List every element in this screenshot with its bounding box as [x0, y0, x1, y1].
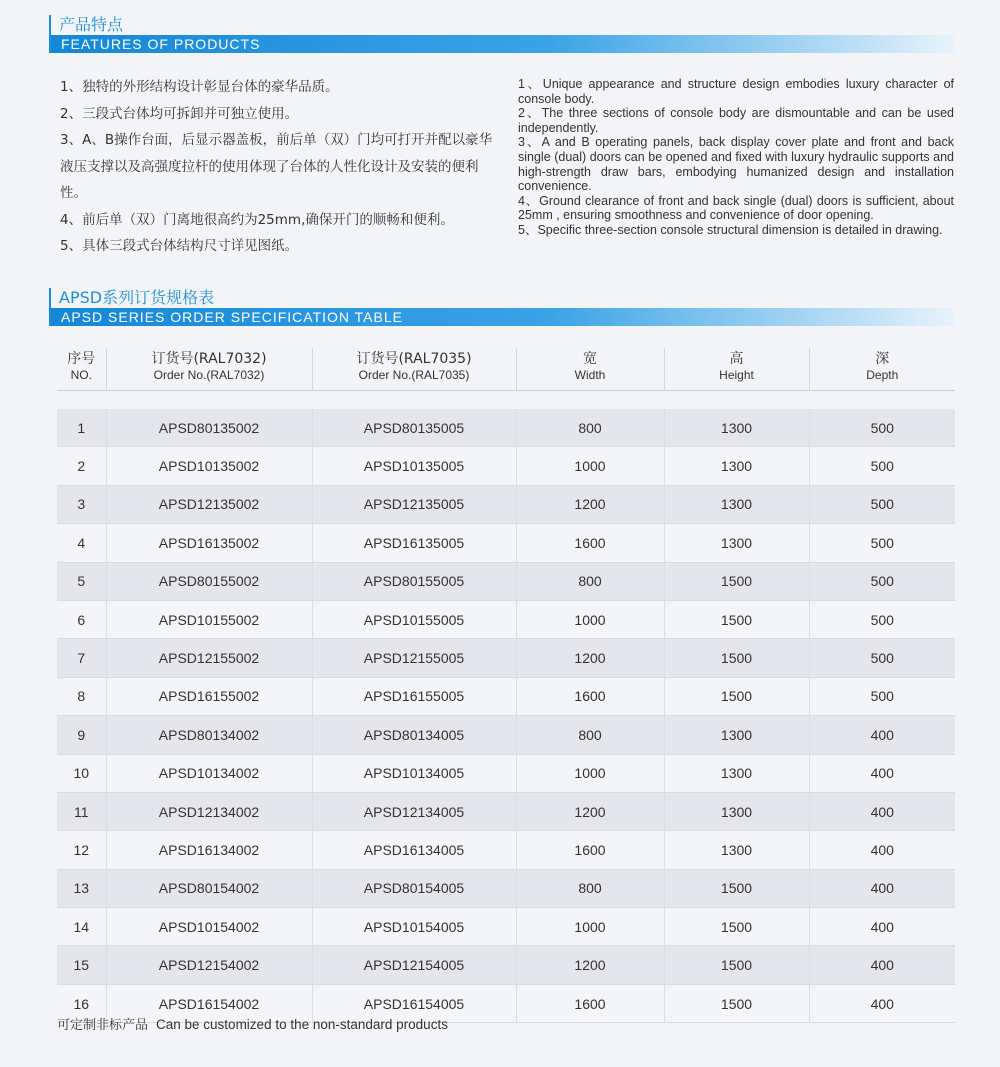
- cell-width: 1200: [516, 639, 664, 677]
- cell-order-ral7035: APSD80155005: [312, 562, 516, 600]
- cell-depth: 500: [809, 639, 955, 677]
- feature-cn-item: 2、三段式台体均可拆卸并可独立使用。: [60, 105, 299, 122]
- cell-order-ral7032: APSD12155002: [106, 639, 312, 677]
- features-list-en: [518, 77, 954, 238]
- cell-order-ral7032: APSD10135002: [106, 447, 312, 485]
- col-header-height-cn: 高: [664, 348, 809, 368]
- cell-depth: 400: [809, 831, 955, 869]
- features-title-cn: 产品特点: [49, 15, 954, 35]
- cell-no: 7: [57, 639, 106, 677]
- table-row: [57, 485, 955, 523]
- cell-order-ral7032: APSD16155002: [106, 677, 312, 715]
- cell-order-ral7035: APSD16154005: [312, 984, 516, 1022]
- col-header-order7035-cn: 订货号(RAL7035): [312, 348, 516, 368]
- table-row: [57, 754, 955, 792]
- cell-no: 13: [57, 869, 106, 907]
- cell-order-ral7035: APSD16135005: [312, 524, 516, 562]
- cell-no: 2: [57, 447, 106, 485]
- cell-no: 9: [57, 716, 106, 754]
- cell-height: 1500: [664, 908, 809, 946]
- cell-no: 12: [57, 831, 106, 869]
- cell-order-ral7032: APSD16135002: [106, 524, 312, 562]
- cell-no: 11: [57, 792, 106, 830]
- cell-width: 1600: [516, 524, 664, 562]
- spec-section-header: [49, 288, 954, 326]
- cell-order-ral7035: APSD80154005: [312, 869, 516, 907]
- cell-order-ral7032: APSD12135002: [106, 485, 312, 523]
- col-header-no-cn: 序号: [67, 351, 96, 367]
- feature-cn-item: 3、A、B操作台面，后显示器盖板，前后单（双）门均可打开并配以豪华液压支撑以及高强度拉杆的使用体现了台体的人性化设计及安装的便利性。: [60, 132, 493, 201]
- cell-no: 4: [57, 524, 106, 562]
- feature-cn-item: 4、前后单（双）门离地很高约为25mm,确保开门的顺畅和便利。: [60, 211, 454, 228]
- table-header-spacer: [57, 391, 955, 410]
- cell-width: 800: [516, 409, 664, 447]
- col-header-depth-en: Depth: [809, 368, 955, 391]
- features-title-en: FEATURES OF PRODUCTS: [49, 35, 954, 53]
- cell-no: 15: [57, 946, 106, 984]
- cell-no: 1: [57, 409, 106, 447]
- table-header-cn: [57, 348, 955, 368]
- table-row: [57, 908, 955, 946]
- feature-en-item: 2、The three sections of console body are dismountable and can be used independently.: [518, 106, 954, 135]
- cell-width: 1000: [516, 600, 664, 638]
- cell-depth: 400: [809, 716, 955, 754]
- cell-order-ral7032: APSD16134002: [106, 831, 312, 869]
- table-row: [57, 600, 955, 638]
- col-header-width-cn: 宽: [516, 348, 664, 368]
- table-row: [57, 716, 955, 754]
- col-header-height-en: Height: [664, 368, 809, 391]
- cell-order-ral7032: APSD80155002: [106, 562, 312, 600]
- cell-width: 1000: [516, 447, 664, 485]
- table-row: [57, 562, 955, 600]
- cell-order-ral7035: APSD16155005: [312, 677, 516, 715]
- table-row: [57, 831, 955, 869]
- spec-title-cn: APSD系列订货规格表: [49, 288, 954, 308]
- feature-en-item: 4、Ground clearance of front and back single (dual) doors is sufficient, about 25mm , ensuring smoothness and convenience of door opening.: [518, 193, 954, 223]
- cell-order-ral7035: APSD16134005: [312, 831, 516, 869]
- feature-en-item: 3、A and B operating panels, back display cover plate and front and back single (dual) doors can be opened and fixed with luxury hydraulic supports and high-strength draw bars, embodying humanized design and installation convenience.: [518, 135, 954, 194]
- cell-order-ral7035: APSD80135005: [312, 409, 516, 447]
- cell-order-ral7035: APSD80134005: [312, 716, 516, 754]
- cell-depth: 500: [809, 409, 955, 447]
- cell-height: 1300: [664, 447, 809, 485]
- col-header-order7035-en: Order No.(RAL7035): [312, 368, 516, 391]
- cell-order-ral7032: APSD80134002: [106, 716, 312, 754]
- cell-depth: 500: [809, 524, 955, 562]
- spec-table: [57, 348, 955, 1023]
- footer-note-en: Can be customized to the non-standard products: [156, 1017, 448, 1032]
- footer-note-cn: 可定制非标产品: [57, 1018, 149, 1033]
- cell-height: 1300: [664, 524, 809, 562]
- cell-depth: 400: [809, 792, 955, 830]
- cell-order-ral7032: APSD10155002: [106, 600, 312, 638]
- table-row: [57, 409, 955, 447]
- cell-depth: 400: [809, 869, 955, 907]
- table-header-en: [57, 368, 955, 391]
- cell-height: 1500: [664, 946, 809, 984]
- features-list-cn: [60, 74, 500, 260]
- table-row: [57, 677, 955, 715]
- cell-depth: 500: [809, 447, 955, 485]
- cell-depth: 500: [809, 485, 955, 523]
- cell-order-ral7032: APSD16154002: [106, 984, 312, 1022]
- cell-no: 14: [57, 908, 106, 946]
- cell-height: 1500: [664, 562, 809, 600]
- cell-order-ral7032: APSD12134002: [106, 792, 312, 830]
- cell-depth: 500: [809, 677, 955, 715]
- table-row: [57, 869, 955, 907]
- cell-depth: 500: [809, 562, 955, 600]
- cell-depth: 400: [809, 754, 955, 792]
- cell-order-ral7035: APSD10134005: [312, 754, 516, 792]
- footer-note: [57, 1014, 448, 1033]
- cell-depth: 500: [809, 600, 955, 638]
- cell-width: 1200: [516, 485, 664, 523]
- cell-width: 1200: [516, 792, 664, 830]
- spec-title-en: APSD SERIES ORDER SPECIFICATION TABLE: [49, 308, 954, 326]
- cell-order-ral7032: APSD80135002: [106, 409, 312, 447]
- cell-height: 1500: [664, 600, 809, 638]
- cell-width: 1600: [516, 984, 664, 1022]
- cell-no: 16: [57, 984, 106, 1022]
- cell-width: 1600: [516, 677, 664, 715]
- cell-height: 1500: [664, 677, 809, 715]
- cell-order-ral7035: APSD12135005: [312, 485, 516, 523]
- cell-order-ral7035: APSD10155005: [312, 600, 516, 638]
- feature-en-item: 5、Specific three-section console structural dimension is detailed in drawing.: [518, 222, 943, 237]
- cell-width: 800: [516, 869, 664, 907]
- cell-order-ral7032: APSD10134002: [106, 754, 312, 792]
- table-row: [57, 447, 955, 485]
- cell-depth: 400: [809, 908, 955, 946]
- cell-order-ral7035: APSD10135005: [312, 447, 516, 485]
- cell-height: 1300: [664, 754, 809, 792]
- cell-height: 1500: [664, 869, 809, 907]
- cell-height: 1300: [664, 409, 809, 447]
- cell-width: 1200: [516, 946, 664, 984]
- cell-order-ral7035: APSD10154005: [312, 908, 516, 946]
- cell-width: 1600: [516, 831, 664, 869]
- cell-no: 3: [57, 485, 106, 523]
- feature-cn-item: 1、独特的外形结构设计彰显台体的豪华品质。: [60, 79, 339, 95]
- cell-order-ral7032: APSD10154002: [106, 908, 312, 946]
- cell-order-ral7035: APSD12155005: [312, 639, 516, 677]
- features-section-header: [49, 15, 954, 53]
- cell-width: 1000: [516, 754, 664, 792]
- cell-width: 800: [516, 562, 664, 600]
- cell-height: 1500: [664, 984, 809, 1022]
- feature-cn-item: 5、具体三段式台体结构尺寸详见图纸。: [60, 238, 299, 254]
- cell-width: 800: [516, 716, 664, 754]
- col-header-order7032-cn: 订货号(RAL7032): [106, 348, 312, 368]
- table-row: [57, 946, 955, 984]
- spec-table-body: [57, 409, 955, 1023]
- cell-height: 1500: [664, 639, 809, 677]
- table-row: [57, 792, 955, 830]
- cell-order-ral7032: APSD80154002: [106, 869, 312, 907]
- col-header-order7032-en: Order No.(RAL7032): [106, 368, 312, 391]
- table-row: [57, 524, 955, 562]
- cell-height: 1300: [664, 831, 809, 869]
- cell-no: 6: [57, 600, 106, 638]
- cell-depth: 400: [809, 984, 955, 1022]
- cell-no: 5: [57, 562, 106, 600]
- col-header-depth-cn: 深: [809, 348, 955, 368]
- col-header-width-en: Width: [516, 368, 664, 391]
- table-row: [57, 639, 955, 677]
- cell-depth: 400: [809, 946, 955, 984]
- cell-height: 1300: [664, 485, 809, 523]
- cell-height: 1300: [664, 792, 809, 830]
- cell-width: 1000: [516, 908, 664, 946]
- col-header-no-en: NO.: [57, 368, 106, 391]
- cell-order-ral7035: APSD12154005: [312, 946, 516, 984]
- cell-no: 8: [57, 677, 106, 715]
- cell-order-ral7035: APSD12134005: [312, 792, 516, 830]
- cell-height: 1300: [664, 716, 809, 754]
- feature-en-item: 1、Unique appearance and structure design embodies luxury character of console body.: [518, 77, 954, 106]
- cell-order-ral7032: APSD12154002: [106, 946, 312, 984]
- cell-no: 10: [57, 754, 106, 792]
